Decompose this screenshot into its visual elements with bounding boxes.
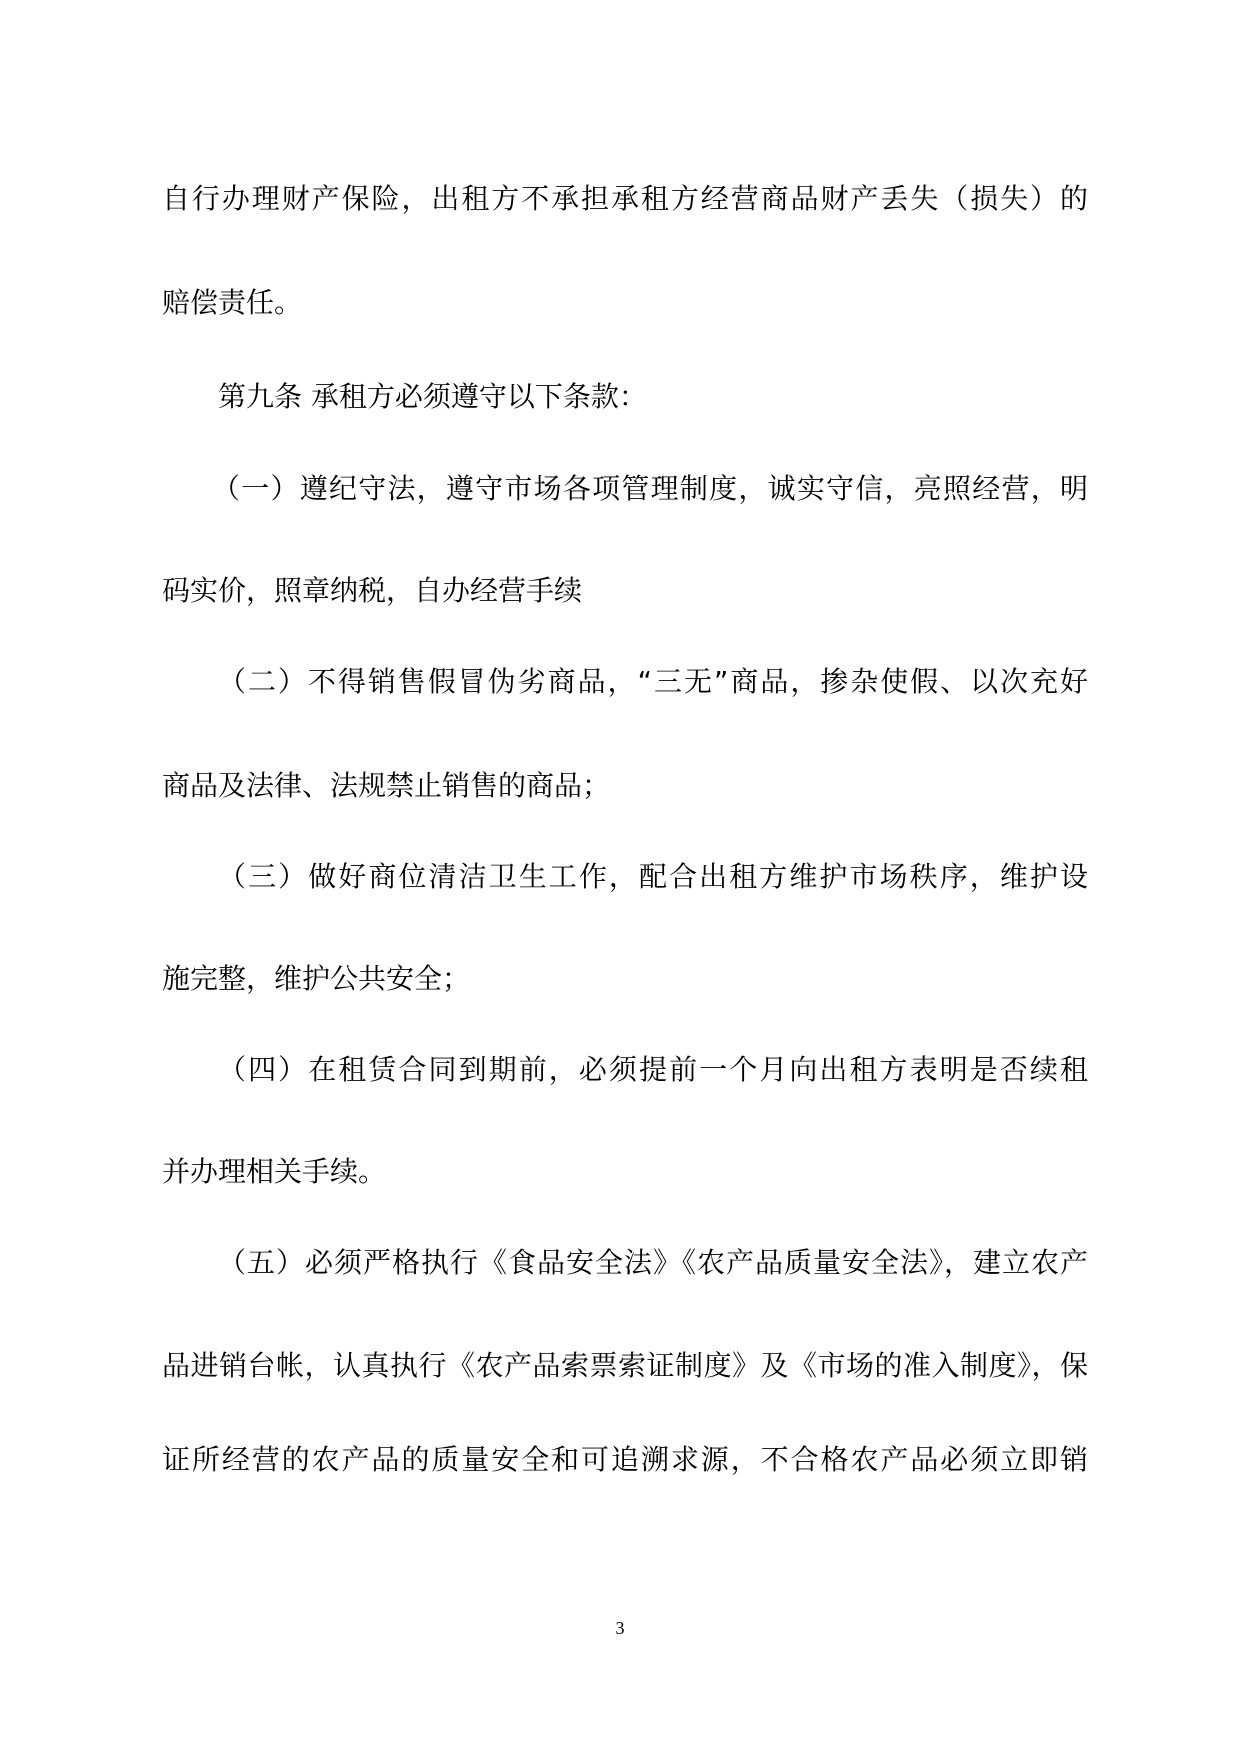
clause-item-4: （四）在租赁合同到期前，必须提前一个月向出租方表明是否续租 [218, 1053, 1088, 1086]
body-text-line: 赔偿责任。 [162, 286, 303, 319]
article-heading: 第九条 承租方必须遵守以下条款： [218, 380, 647, 413]
clause-item-5: （五）必须严格执行《食品安全法》《农产品质量安全法》，建立农产 [218, 1246, 1088, 1279]
body-text-line: 品进销台帐，认真执行《农产品索票索证制度》及《市场的准入制度》，保 [162, 1349, 1088, 1382]
page-number: 3 [615, 1618, 625, 1638]
clause-item-2: （二）不得销售假冒伪劣商品，“三无”商品，掺杂使假、以次充好 [218, 665, 1088, 698]
body-text-line: 施完整，维护公共安全； [162, 962, 471, 995]
body-text-line: 证所经营的农产品的质量安全和可追溯求源，不合格农产品必须立即销 [162, 1443, 1088, 1476]
body-text-line: 码实价，照章纳税，自办经营手续 [162, 574, 583, 607]
clause-item-1: （一）遵纪守法，遵守市场各项管理制度，诚实守信，亮照经营，明 [212, 472, 1088, 505]
clause-item-3: （三）做好商位清洁卫生工作，配合出租方维护市场秩序，维护设 [218, 860, 1088, 893]
body-text-line: 并办理相关手续。 [162, 1155, 387, 1188]
body-text-line: 自行办理财产保险，出租方不承担承租方经营商品财产丢失（损失）的 [162, 182, 1088, 215]
body-text-line: 商品及法律、法规禁止销售的商品； [162, 769, 611, 802]
